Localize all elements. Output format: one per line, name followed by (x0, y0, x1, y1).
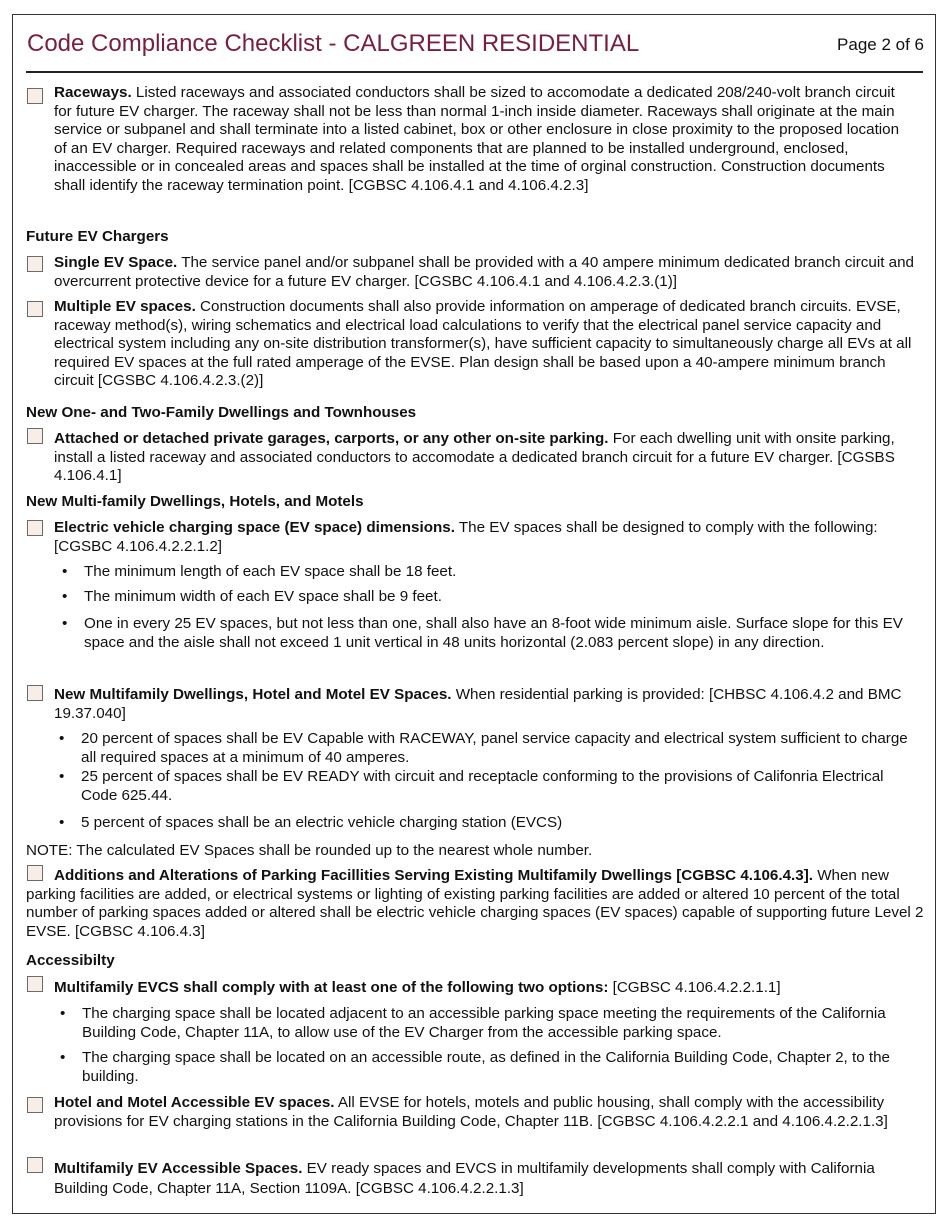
multiple-ev-title: Multiple EV spaces. (54, 298, 196, 315)
ev-dimensions-text: The EV spaces shall be designed to comply with the following: [CGSBC 4.106.4.2.2.1.2] (54, 519, 878, 555)
hotel-accessible-title: Hotel and Motel Accessible EV spaces. (54, 1094, 335, 1111)
single-ev-text: The service panel and/or subpanel shall be provided with a 40 ampere minimum dedicated branch circuit and overcurrent protective device for a future EV charger. [CGSBC 4.106.4.1 and 4.106.4.2.3.(1)] (54, 254, 914, 290)
multifamily-accessible-title: Multifamily EV Accessible Spaces. (54, 1160, 303, 1177)
multiple-ev-checkbox[interactable] (27, 301, 43, 317)
multifamily-evcs-paragraph (54, 979, 914, 998)
list-item: • The charging space shall be located on an accessible route, as defined in the California Building Code, Chapter 2, to the building. (60, 1049, 890, 1085)
multiple-ev-paragraph (54, 298, 914, 391)
page-title: Code Compliance Checklist - CALGREEN RESIDENTIAL (27, 30, 640, 57)
multifamily-accessible-text: EV ready spaces and EVCS in multifamily developments shall comply with California Building Code, Chapter 11A, Section 1109A. [CGBSC 4.106.4.2.2.1.3] (54, 1160, 875, 1197)
raceways-title: Raceways. (54, 84, 132, 101)
ev-dimensions-title: Electric vehicle charging space (EV space) dimensions. (54, 519, 455, 536)
list-item: • One in every 25 EV spaces, but not less than one, shall also have an 8-foot wide minimum aisle. Surface slope for this EV space and the aisle shall not exceed 1 unit vertical in 48 units horizontal (2.083 percent slope) in any direction. (62, 615, 903, 651)
multifamily-evcs-text: [CGBSC 4.106.4.2.2.1.1] (608, 979, 781, 996)
ev-dimensions-checkbox[interactable] (27, 520, 43, 536)
list-item: • 5 percent of spaces shall be an electric vehicle charging station (EVCS) (59, 814, 563, 831)
list-item: • 20 percent of spaces shall be EV Capable with RACEWAY, panel service capacity and electrical system sufficient to charge all required spaces at a minimum of 40 amperes. (59, 730, 908, 766)
hotel-accessible-text: All EVSE for hotels, motels and public housing, shall comply with the accessibility provisions for EV charging stations in the California Building Code, Chapter 11B. [CGBSC 4.106.4.2.2.1 and 4.106.4.2.2.1.3] (54, 1094, 888, 1130)
multifamily-ev-title: New Multifamily Dwellings, Hotel and Motel EV Spaces. (54, 686, 452, 703)
ev-dimensions-paragraph (54, 519, 914, 556)
single-ev-paragraph (54, 254, 914, 291)
multifamily-ev-paragraph (54, 686, 914, 723)
multifamily-ev-text: When residential parking is provided: [CHBSC 4.106.4.2 and BMC 19.37.040] (54, 686, 902, 722)
multifamily-accessible-paragraph (54, 1159, 914, 1199)
garages-title: Attached or detached private garages, carports, or any other on-site parking. (54, 430, 609, 447)
additions-text: When new parking facilities are added, or electrical systems or lighting of existing parking facilities are added or altered 10 percent of the total number of parking spaces added or altered shall be electric vehicle charging spaces (EV spaces) capable of supporting future Level 2 EVSE. [CGBSC 4.106.4.3] (26, 867, 924, 940)
heading-one-two-family: New One- and Two-Family Dwellings and Townhouses (26, 404, 417, 421)
list-item: • The minimum width of each EV space shall be 9 feet. (62, 588, 442, 605)
single-ev-title: Single EV Space. (54, 254, 178, 271)
garages-text: For each dwelling unit with onsite parking, install a listed raceway and associated conductors to accomodate a dedicated branch circuit for a future EV charger. [CGSBS 4.106.4.1] (54, 430, 895, 484)
garages-checkbox[interactable] (27, 428, 43, 444)
list-item: • The minimum length of each EV space shall be 18 feet. (62, 563, 457, 580)
multifamily-accessible-checkbox[interactable] (27, 1157, 43, 1173)
header-divider (26, 71, 923, 73)
multifamily-evcs-title: Multifamily EVCS shall comply with at least one of the following two options: (54, 979, 609, 996)
raceways-text: Listed raceways and associated conductors shall be sized to accomodate a dedicated 208/240-volt branch circuit for future EV charger. The raceway shall not be less than normal 1-inch inside diameter. Raceways shall originate at the main service or subpanel and shall terminate into a listed cabinet, box or other enclosure in close proximity to the proposed location of an EV charger. Required raceways and related components that are planned to be installed underground, enclosed, inaccessible or in concealed areas and spaces shall be installed at the time of orginal construction. Construction documents shall identify the raceway termination point. [CGBSC 4.106.4.1 and 4.106.4.2.3] (54, 84, 900, 194)
garages-paragraph (54, 430, 914, 486)
list-item: • The charging space shall be located adjacent to an accessible parking space meeting the requirements of the California Building Code, Chapter 11A, to allow use of the EV Charger from the accessible parking space. (60, 1005, 886, 1041)
multifamily-ev-checkbox[interactable] (27, 685, 43, 701)
heading-accessibility: Accessibilty (26, 952, 115, 969)
hotel-accessible-checkbox[interactable] (27, 1097, 43, 1113)
page-number: Page 2 of 6 (837, 35, 924, 54)
hotel-accessible-paragraph (54, 1094, 914, 1131)
additions-title: Additions and Alterations of Parking Facillities Serving Existing Multifamily Dwellings [CGBSC 4.106.4.3]. (54, 867, 813, 884)
raceways-paragraph (54, 84, 914, 195)
note: NOTE: The calculated EV Spaces shall be rounded up to the nearest whole number. (26, 842, 593, 859)
single-ev-checkbox[interactable] (27, 256, 43, 272)
additions-paragraph (26, 867, 926, 941)
multifamily-evcs-checkbox[interactable] (27, 976, 43, 992)
raceways-checkbox[interactable] (27, 88, 43, 104)
multiple-ev-text: Construction documents shall also provide information on amperage of dedicated branch circuits. EVSE, raceway method(s), wiring schematics and electrical load calculations to verify that the electrical panel service capacity and electrical system including any on-site distribution transformer(s), have sufficient capacity to simultaneously charge all EVs at all required EV spaces at the full rated amperage of the EVSE. Plan design shall be based upon a 40-ampere minimum branch circuit [CGSBC 4.106.4.2.3.(2)] (54, 298, 912, 389)
heading-multi-family: New Multi-family Dwellings, Hotels, and Motels (26, 493, 364, 510)
list-item: • 25 percent of spaces shall be EV READY with circuit and receptacle conforming to the provisions of Califonria Electrical Code 625.44. (59, 768, 884, 804)
heading-future-ev: Future EV Chargers (26, 228, 169, 245)
